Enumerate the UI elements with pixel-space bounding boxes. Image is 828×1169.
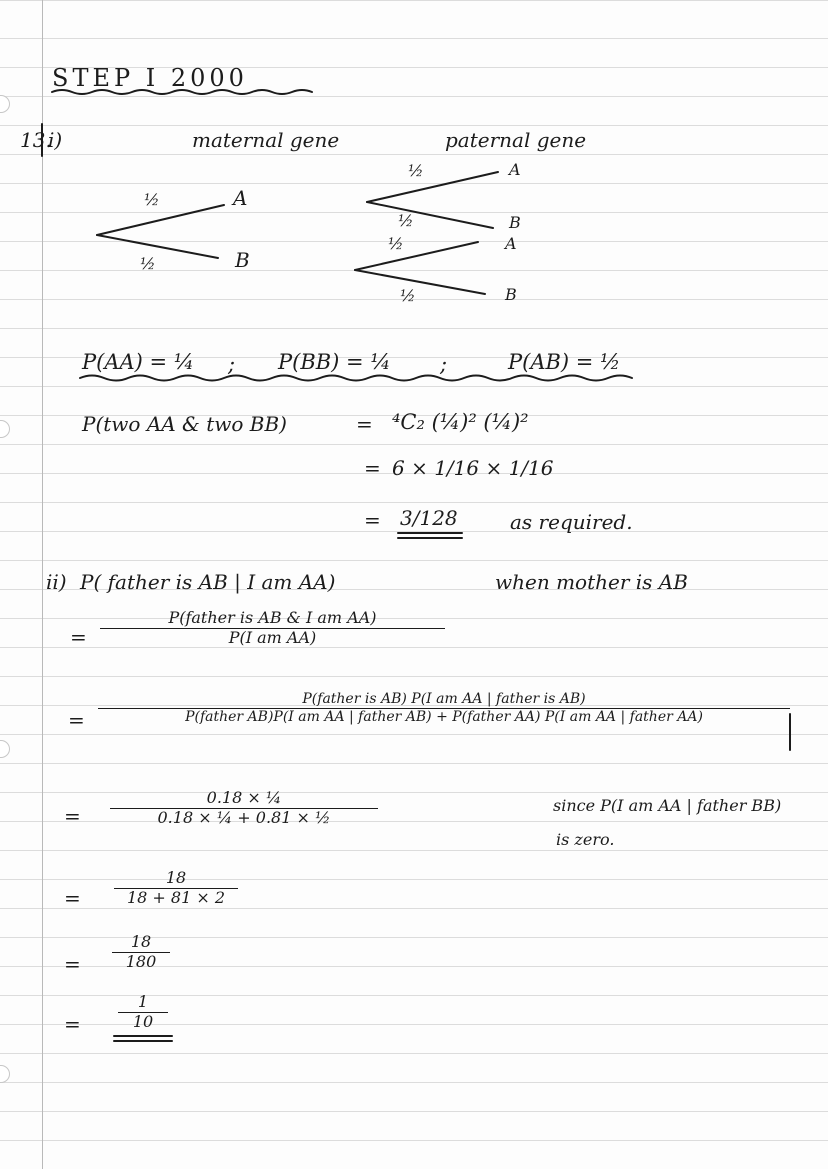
- question-number: 13.: [20, 128, 52, 152]
- calc-line1: ⁴C₂ (¼)² (¼)²: [392, 410, 529, 434]
- paternal-branch-a: [355, 242, 478, 270]
- prob-bb: P(BB) = ¼: [278, 350, 391, 374]
- allele-a-label: A: [509, 160, 521, 179]
- step4-denominator: 18 + 81 × 2: [126, 887, 226, 907]
- page-title: STEP I 2000: [52, 64, 248, 92]
- branch-prob: ½: [408, 161, 424, 180]
- calc-line2: 6 × 1/16 × 1/16: [392, 456, 554, 480]
- equals: =: [364, 456, 381, 480]
- prob-ab: P(AB) = ½: [508, 350, 621, 374]
- final-numerator: 1: [137, 992, 149, 1011]
- calc-result: 3/128: [400, 506, 458, 530]
- allele-a-label: A: [233, 186, 248, 210]
- equals: =: [70, 625, 87, 649]
- step3-numerator: 0.18 × ¼: [206, 788, 282, 807]
- branch-prob: ½: [144, 190, 160, 209]
- branch-prob: ½: [400, 286, 416, 305]
- allele-b-label: B: [509, 213, 521, 232]
- step1-denominator: P(I am AA): [228, 627, 317, 647]
- calc-note: as required.: [510, 510, 633, 534]
- step3-denominator: 0.18 × ¼ + 0.81 × ½: [157, 807, 331, 827]
- step1-numerator: P(father is AB & I am AA): [168, 608, 377, 627]
- condition-note: when mother is AB: [495, 570, 688, 594]
- prob-aa: P(AA) = ¼: [82, 350, 195, 374]
- part-i-label: i): [48, 128, 63, 152]
- branch-prob: ½: [398, 211, 414, 230]
- separator: ;: [440, 352, 448, 376]
- part-ii-label: ii): [46, 570, 67, 594]
- paternal-branch-a: [367, 172, 498, 202]
- step2-numerator: P(father is AB) P(I am AA | father is AB): [302, 691, 586, 707]
- since-note-line1: since P(I am AA | father BB): [553, 796, 782, 815]
- title-wavy-underline: [52, 90, 312, 94]
- equals: =: [64, 952, 81, 976]
- step5-numerator: 18: [130, 932, 152, 951]
- step2-denominator: P(father AB)P(I am AA | father AB) + P(father AA) P(I am AA | father AA): [185, 708, 703, 725]
- equals: =: [64, 886, 81, 910]
- allele-b-label: B: [505, 285, 517, 304]
- final-denominator: 10: [132, 1011, 154, 1031]
- equals: =: [64, 804, 81, 828]
- allele-a-label: A: [505, 234, 517, 253]
- since-note-line2: is zero.: [556, 830, 615, 849]
- branch-prob: ½: [140, 254, 156, 273]
- step4-numerator: 18: [165, 868, 187, 887]
- step5-denominator: 180: [125, 951, 157, 971]
- equals: =: [68, 708, 85, 732]
- separator: ;: [228, 352, 236, 376]
- paternal-branch-b: [367, 202, 493, 228]
- maternal-gene-label: maternal gene: [192, 128, 340, 152]
- paternal-branch-b: [355, 270, 485, 294]
- maternal-branch-b: [97, 235, 218, 258]
- equals: =: [64, 1012, 81, 1036]
- equals: =: [356, 412, 373, 436]
- probs-wavy-underline: [80, 376, 632, 381]
- allele-b-label: B: [235, 248, 250, 272]
- conditional-prob-lhs: P( father is AB | I am AA): [80, 570, 336, 594]
- equals: =: [364, 508, 381, 532]
- branch-prob: ½: [388, 234, 404, 253]
- maternal-branch-a: [97, 205, 224, 235]
- paternal-gene-label: paternal gene: [445, 128, 587, 152]
- calc-lhs: P(two AA & two BB): [82, 412, 287, 436]
